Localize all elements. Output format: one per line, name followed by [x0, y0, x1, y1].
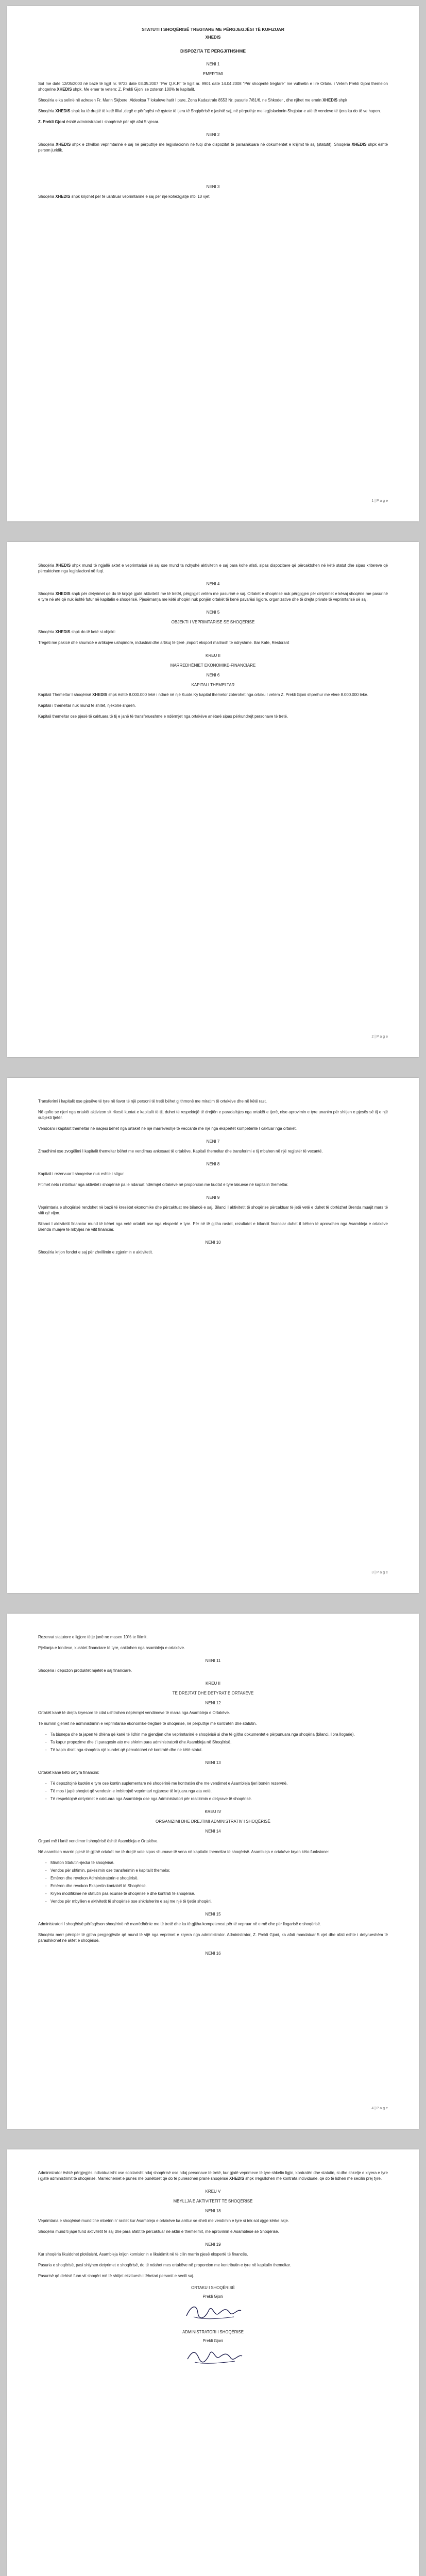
paragraph: Administrator është përgjegjës individualisht ose solidarisht ndaj shoqërisë ose ndaj personave të tretë, kur gjatë veprimeve të tyre shkelin ligjin, kontratën dhe statutin, si dhe shkelje e kryera e tyre i gjatë administrimit të shoqërisë. Marrëdhëniet e punës me punëtorët që do të punësohen pranë shoqërisë XHEDIS shpk rregullohen me kontrata individuale, që do të lidhen me secilin prej tyre.: [38, 2171, 388, 2181]
list-item: - Të kapin disrit nga shoqëria një kundet që përcaktohet në kontratë dhe ne këtë statut.: [50, 1747, 388, 1753]
paragraph: Rezervat statutore e ligjore të je janë ne masen 10% te fitimit.: [38, 1635, 148, 1639]
paragraph: Shoqëria i depozon produktet mjetet e saj financiare.: [38, 1668, 132, 1673]
article-heading: NENI 4: [206, 582, 220, 586]
paragraph: Shoqëria merr përsipër të gjitha pergjegjësite që mund të vijë nga veprimet e kryera nga administrator. Administrator, Z. Prekli Gjoni, ka afati mandatuar 5 vjet dhe afati eshte i detyrueshëm të parashikohet në aktet e shoqërisë.: [38, 1933, 388, 1943]
document-page-1: [7, 6, 419, 521]
article-heading: NENI 11: [205, 1658, 221, 1663]
administrator-label: ADMINISTRATORI I SHOQËRISË: [182, 2330, 244, 2334]
document-header-line-1: STATUTI I SHOQËRISË TREGTARE ME PËRGJEGJËSI TË KUFIZUAR: [142, 27, 284, 32]
paragraph: Shoqëria e ka selinë në adresen Fr. Marin Skjbere ,Aldeoksa 7 lokaleve hatit I pare, Zona Kadastrale 8553 Nr. pasurie 7/81/6, ne Shkoder , dhe njihet me emrin XHEDIS shpk: [38, 98, 347, 103]
paragraph: Shoqëria mund ti japë fund aktivitetit të saj dhe para afatit të përcaktuar në aktin e themelimit, me aprovimin e Asamblesë së Shoqërisë.: [38, 2229, 279, 2234]
article-heading: NENI 9: [206, 1195, 220, 1200]
paragraph: Kapitali i rezervuar I shoqerise nuk eshte i stigur.: [38, 1172, 125, 1176]
paragraph: Shoqëria XHEDIS shpk mund të ngjallë aktet e veprimtarisë së saj ose mund ta ndryshë aktivitetin e saj para kohe afati, sipas dispozitave që përcaktohen në këtë statut dhe sipas kritereve që përcaktohen nga legjislacioni në fuqi.: [38, 563, 388, 573]
list-item: - Të respektojnë detyrimet e caktuara nga Asambleja ose nga Administratori për realizimin e detyrave të shoqërisë.: [50, 1796, 388, 1802]
article-heading: NENI 1: [206, 62, 220, 66]
chapter-title: MBYLLJA E AKTIVITETIT TË SHOQËRISË: [173, 2199, 253, 2204]
paragraph: Shoqëria krijon fondet e saj për zhvillimin e zgjerimin e aktivitetit.: [38, 1250, 153, 1255]
article-heading: NENI 7: [206, 1139, 220, 1144]
list-item: - Të mos i japë sheqiet që vendosin e imbitrojnë veprimtari ngjarese të krijuara nga ata vetë.: [50, 1788, 388, 1794]
paragraph: Shoqëria XHEDIS shpk e zhvillon veprimtarinë e saj në përputhje me legjislacionin në fuqi dhe dispozitat të parashikuara në dokumentet e krijimit të saj (statutit). Shoqëria XHEDIS shpk është person juridik.: [38, 142, 388, 152]
paragraph: Në qofte se njeri nga ortakët aktivizon sit rikesë kuotat e kapitalit të tij, duhet të respektojë të drejtën e paradalisjes nga ortakët e tjerë, nise aprovimin e tyre unanim për shitjen e pjesës së tij e një subjekti tjetër.: [38, 1110, 388, 1120]
paragraph: Ortakët kanë të drejta kryesore të cilat ushtrohen nëpërmjet vendimeve të marra nga Asambleja e Ortakëve.: [38, 1710, 230, 1715]
list-item: - Vendos për mbyllien e aktivitetit të shoqërisë ose shkrisherim e saj me një të tjetër shoqëri.: [50, 1899, 388, 1904]
article-heading: NENI 12: [205, 1701, 221, 1705]
paragraph: Sot me date 12/05/2003 në bazë të ligjit nr. 9723 date 03.05.2007 "Per Q.K.R" te ligjit nr. 9901 date 14.04.2008 "Për shoqeritë tregtare" me vullnetin e lire Ortaku i Vetem Prekli Gjoni themelon shoqerine XHEDIS shpk. Me emer te vetem: Z. Prekli Gjoni se zoteron 100% te kapitalit.: [38, 81, 388, 92]
list-item: - Vendos për shtimin, pakësimin ose transferimin e kapitalit themelor.: [50, 1868, 388, 1873]
chapter-title: MARREDHËNIET EKONOMIKE-FINANCIARE: [170, 663, 256, 668]
paragraph: Pasuria e shoqërisë, pasi shlyhen detyrimet e shoqërisë, do të ndahet mes ortakëve në proporcion me kontributin e tyre në kapitalin themeltar.: [38, 2263, 291, 2267]
chapter-heading: KREU II: [206, 653, 220, 658]
article-heading: NENI 5: [206, 610, 220, 615]
article-heading: NENI 15: [205, 1912, 221, 1917]
article-heading: NENI 3: [206, 184, 220, 189]
article-heading: NENI 14: [205, 1829, 221, 1834]
article-heading: NENI 8: [206, 1162, 220, 1166]
paragraph: Vendosni i kapitalit themeltar në naqesi bëhet nga ortakët në një marrëveshje të veccantë me një nga ekspertët kompetente I caktuar nga ortakët.: [38, 1126, 297, 1131]
paragraph: Fitimet neto i mbrlluar nga aktivitet i shoqërisë pa le ndaruat ndërmjet ortakëve në proporcion me kuotat e tyre lakuese në kapitalin themeltar.: [38, 1182, 288, 1187]
list-item: - Ta kapur propozime dhe t'i paraqesin ato me shkrim para administratorit dhe Asambleja në Shoqërisë.: [50, 1739, 388, 1745]
paragraph: Kapitali Themeltar I shoqërisë XHEDIS shpk është 8.000.000 lekë i ndarë në një Kuote.Ky kapital themelor zoterohet nga ortaku I vetem Z. Prekli Gjoni shprehur me vlere 8.000.000 leke.: [38, 692, 368, 697]
administrator-signature: [182, 2346, 244, 2366]
paragraph: Shoqëria XHEDIS shpk ka të drejtë të ketë filial ,degë e përfaqësi në qytete të tjera të Shqipërisë e jashtë saj, në përputhje me legjislacionin Shqiptar e atë të vendeve të tjera ku do të ve hapen.: [38, 109, 381, 113]
owner-label: ORTAKU I SHOQËRISË: [191, 2285, 235, 2290]
duties-list: [38, 1781, 388, 1802]
signature-block-owner: [38, 2285, 388, 2322]
paragraph: Transferimi i kapitalit ose pjesëve të tyre në favor të një personi të tretë bëhet gjithmonë me miratim të ortakëve dhe në këtë rast.: [38, 1099, 267, 1104]
paragraph: Z. Prekli Gjoni është administratori i shoqërisë për një afat 5 vjecar.: [38, 120, 159, 124]
article-heading: NENI 13: [205, 1760, 221, 1765]
paragraph: Pjeltanja e fondeve, kushtet financiare të tyre, caktohen nga asambleja e ortakëve.: [38, 1646, 185, 1650]
list-item: - Kryen modifikime në statutin pas ecurise të shoqërisë e dhe kontrati të shoqërisë.: [50, 1891, 388, 1896]
chapter-title: TË DREJTAT DHE DETYRAT E ORTAKËVE: [172, 1691, 254, 1696]
page-footer: 4 | P a g e: [371, 2107, 388, 2110]
page-footer: 3 | P a g e: [371, 1571, 388, 1574]
document-page-3: [7, 1078, 419, 1593]
administrator-name: Prekli Gjoni: [202, 2338, 224, 2343]
article-subheading: KAPITALI THEMELTAR: [191, 683, 235, 687]
signature-block-administrator: [38, 2329, 388, 2366]
chapter-title: ORGANIZIMI DHE DREJTIMI ADMINISTRATIV I SHOQËRISË: [156, 1819, 270, 1824]
document-page-2: [7, 542, 419, 1057]
paragraph: Shoqëria XHEDIS shpk krijohet për të ushtruar veprimtarinë e saj për një kohëzgjatje mbi 10 vjet.: [38, 194, 211, 199]
rights-list: [38, 1732, 388, 1753]
page-footer: 1 | P a g e: [371, 499, 388, 503]
document-header-line-2: XHEDIS: [205, 35, 221, 40]
page-3-body: [38, 1098, 388, 1260]
paragraph: Kapitali themeltar ose pjesë të caktuara të tij e janë të transferueshme e ndërmjet nga ortakëve anëtarë sipas përkundrejt personave të tretë.: [38, 714, 288, 719]
page-4-body: [38, 1634, 388, 1960]
section-title: DISPOZITA TË PËRGJITHSHME: [180, 48, 246, 54]
article-subheading: EMERTIMI: [203, 72, 223, 76]
paragraph: Shoqëria XHEDIS shpk për detyrimet që do të krijojë gjatë aktivitetit me të tretët, përgjigjet vetëm me pasurinë e saj. Ortakët e shoqërisë nuk përgjigjen për detyrimet e kësaj shoqërie me pasurinë e tyre në atë që nuk është futur në kapitalin e shoqërisë. Pjesëmarrja me këtë shoqëri nuk ponjën ortakët të kenë pavarësi ligjore, organizative dhe të drejta private të veprimtarisë së saj.: [38, 591, 388, 602]
paragraph: Në asamblen marrin pjesë të gjithë ortakët me të drejtë vote sipas shumave të vena në kapitalin themeltar të shoqërisë. Asambleja e ortakëve kryen këto funksione:: [38, 1850, 329, 1854]
chapter-heading: KREU II: [206, 1681, 220, 1686]
article-heading: NENI 16: [205, 1951, 221, 1956]
article-heading: NENI 6: [206, 673, 220, 677]
page-1-body: [38, 27, 388, 205]
paragraph: Ortakët kanë këto detyra financim:: [38, 1770, 99, 1775]
article-subheading: OBJEKTI I VEPRIMTARISË SË SHOQËRISË: [171, 620, 255, 624]
owner-signature: [182, 2301, 244, 2322]
paragraph: Pasurisë që dehisë fuan vit shoqëri më të shitjet ekzituesh i tëhetari personit e secili saj.: [38, 2274, 194, 2278]
page-footer: 2 | P a g e: [371, 1035, 388, 1039]
paragraph: Kapitali i themeltar nuk mund të shitet, njëkohë shpreh.: [38, 703, 136, 708]
paragraph: Veprimtaria e shoqërisë rendohet në bazë të kresëtet ekonomike dhe përcaktuat me bilancë e saj. Bilanci I aktivitetit të shoqërise përcaktuar të jetë vetë e duhet të dortëzhet Brenda muajit mars të vitit që vijon.: [38, 1205, 388, 1215]
chapter-heading: KREU V: [205, 2189, 221, 2194]
paragraph: Zmadhimi ose zvogëlimi I kapitalit themeltar bëhet me vendimas ankesaat të ortakëve. Kapitali themeltar dhe transferimi e tij mbahen në një regjistër të vecantë.: [38, 1149, 323, 1154]
paragraph: Veprimtaria e shoqërisë mund t'ne mbetnn n' rastet kur Asambleja e ortakëve ka arritur se sheti me vendimin e tyre si tek sot ajgje kërke akje.: [38, 2218, 289, 2223]
list-item: - Miraton Statutin-rjedur të shoqërisë.: [50, 1860, 388, 1866]
paragraph: Organi më i lartë vendimor i shoqërisë është Asambleja e Ortakëve.: [38, 1839, 159, 1843]
article-heading: NENI 10: [205, 1240, 221, 1245]
paragraph: Tregeti me pakicë dhe shumicë e artikujve ushqimore, industrial dhe artikuj të tjerë ,import eksport mallrash te ndryshme. Bar Kafe, Restorant: [38, 640, 289, 645]
chapter-heading: KREU IV: [205, 1809, 221, 1814]
list-item: - Të depozitojnë kuotën e tyre ose kontin suplementare në shoqërinë me kontratën dhe me vendimet e Asambleja tjeri bonën rezervnë.: [50, 1781, 388, 1786]
page-5-body: [38, 2170, 388, 2374]
list-item: - Emëron dhe revokon Ekspertin kontabël të Shoqërisë.: [50, 1883, 388, 1889]
paragraph: Administratori I shoqërisë përfaqëson shoqërinë në marrëdhënie me të tretë dhe ka të gjitha kompetencat për të vepruar në e më dhe për llogarisë e shoqërisë.: [38, 1922, 321, 1926]
article-heading: NENI 19: [205, 2242, 221, 2247]
article-heading: NENI 18: [205, 2209, 221, 2213]
paragraph: Shoqëria XHEDIS shpk do të ketë si objekt:: [38, 630, 116, 634]
paragraph: Të numrin gjeneit ne administrimin e veprimtarise ekonomike-tregtare të shoqërisë, në përputhje me kontratën dhe statutin.: [38, 1721, 257, 1726]
document-page-5: [7, 2149, 419, 2576]
page-2-body: [38, 563, 388, 724]
list-item: - Ta bisnepa dhe ta japen të dhëna që kanë të lidhin me gjendjen dhe veprimtarinë e shoqërisë si dhe të gjitha dokumentet e përpunuara nga shoqëria (bilanci, libra llogarie).: [50, 1732, 388, 1737]
owner-name: Prekli Gjoni: [202, 2294, 224, 2299]
article-heading: NENI 2: [206, 132, 220, 137]
paragraph: Kur shoqëria likuidohet plotësisht, Asambleja krijon komisionin e likuidimit në të cilin marrin pjesë ekspertë të financës.: [38, 2252, 248, 2257]
paragraph: Bilanci I aktivitetit financiar mund të bëhet nga vetë ortakët ose nga ekspertë e tyre. Për në të gjitha rastet, rezultatet e bilancit financiar duhet tl bëhen të aprovohen nga Asambleja e ortakëve Brenda muajve të mbyljes në vitit financiar.: [38, 1222, 388, 1232]
list-item: - Emëron dhe revokon Administratorin e shoqërisë.: [50, 1875, 388, 1881]
assembly-functions-list: [38, 1860, 388, 1904]
document-page-4: [7, 1614, 419, 2129]
